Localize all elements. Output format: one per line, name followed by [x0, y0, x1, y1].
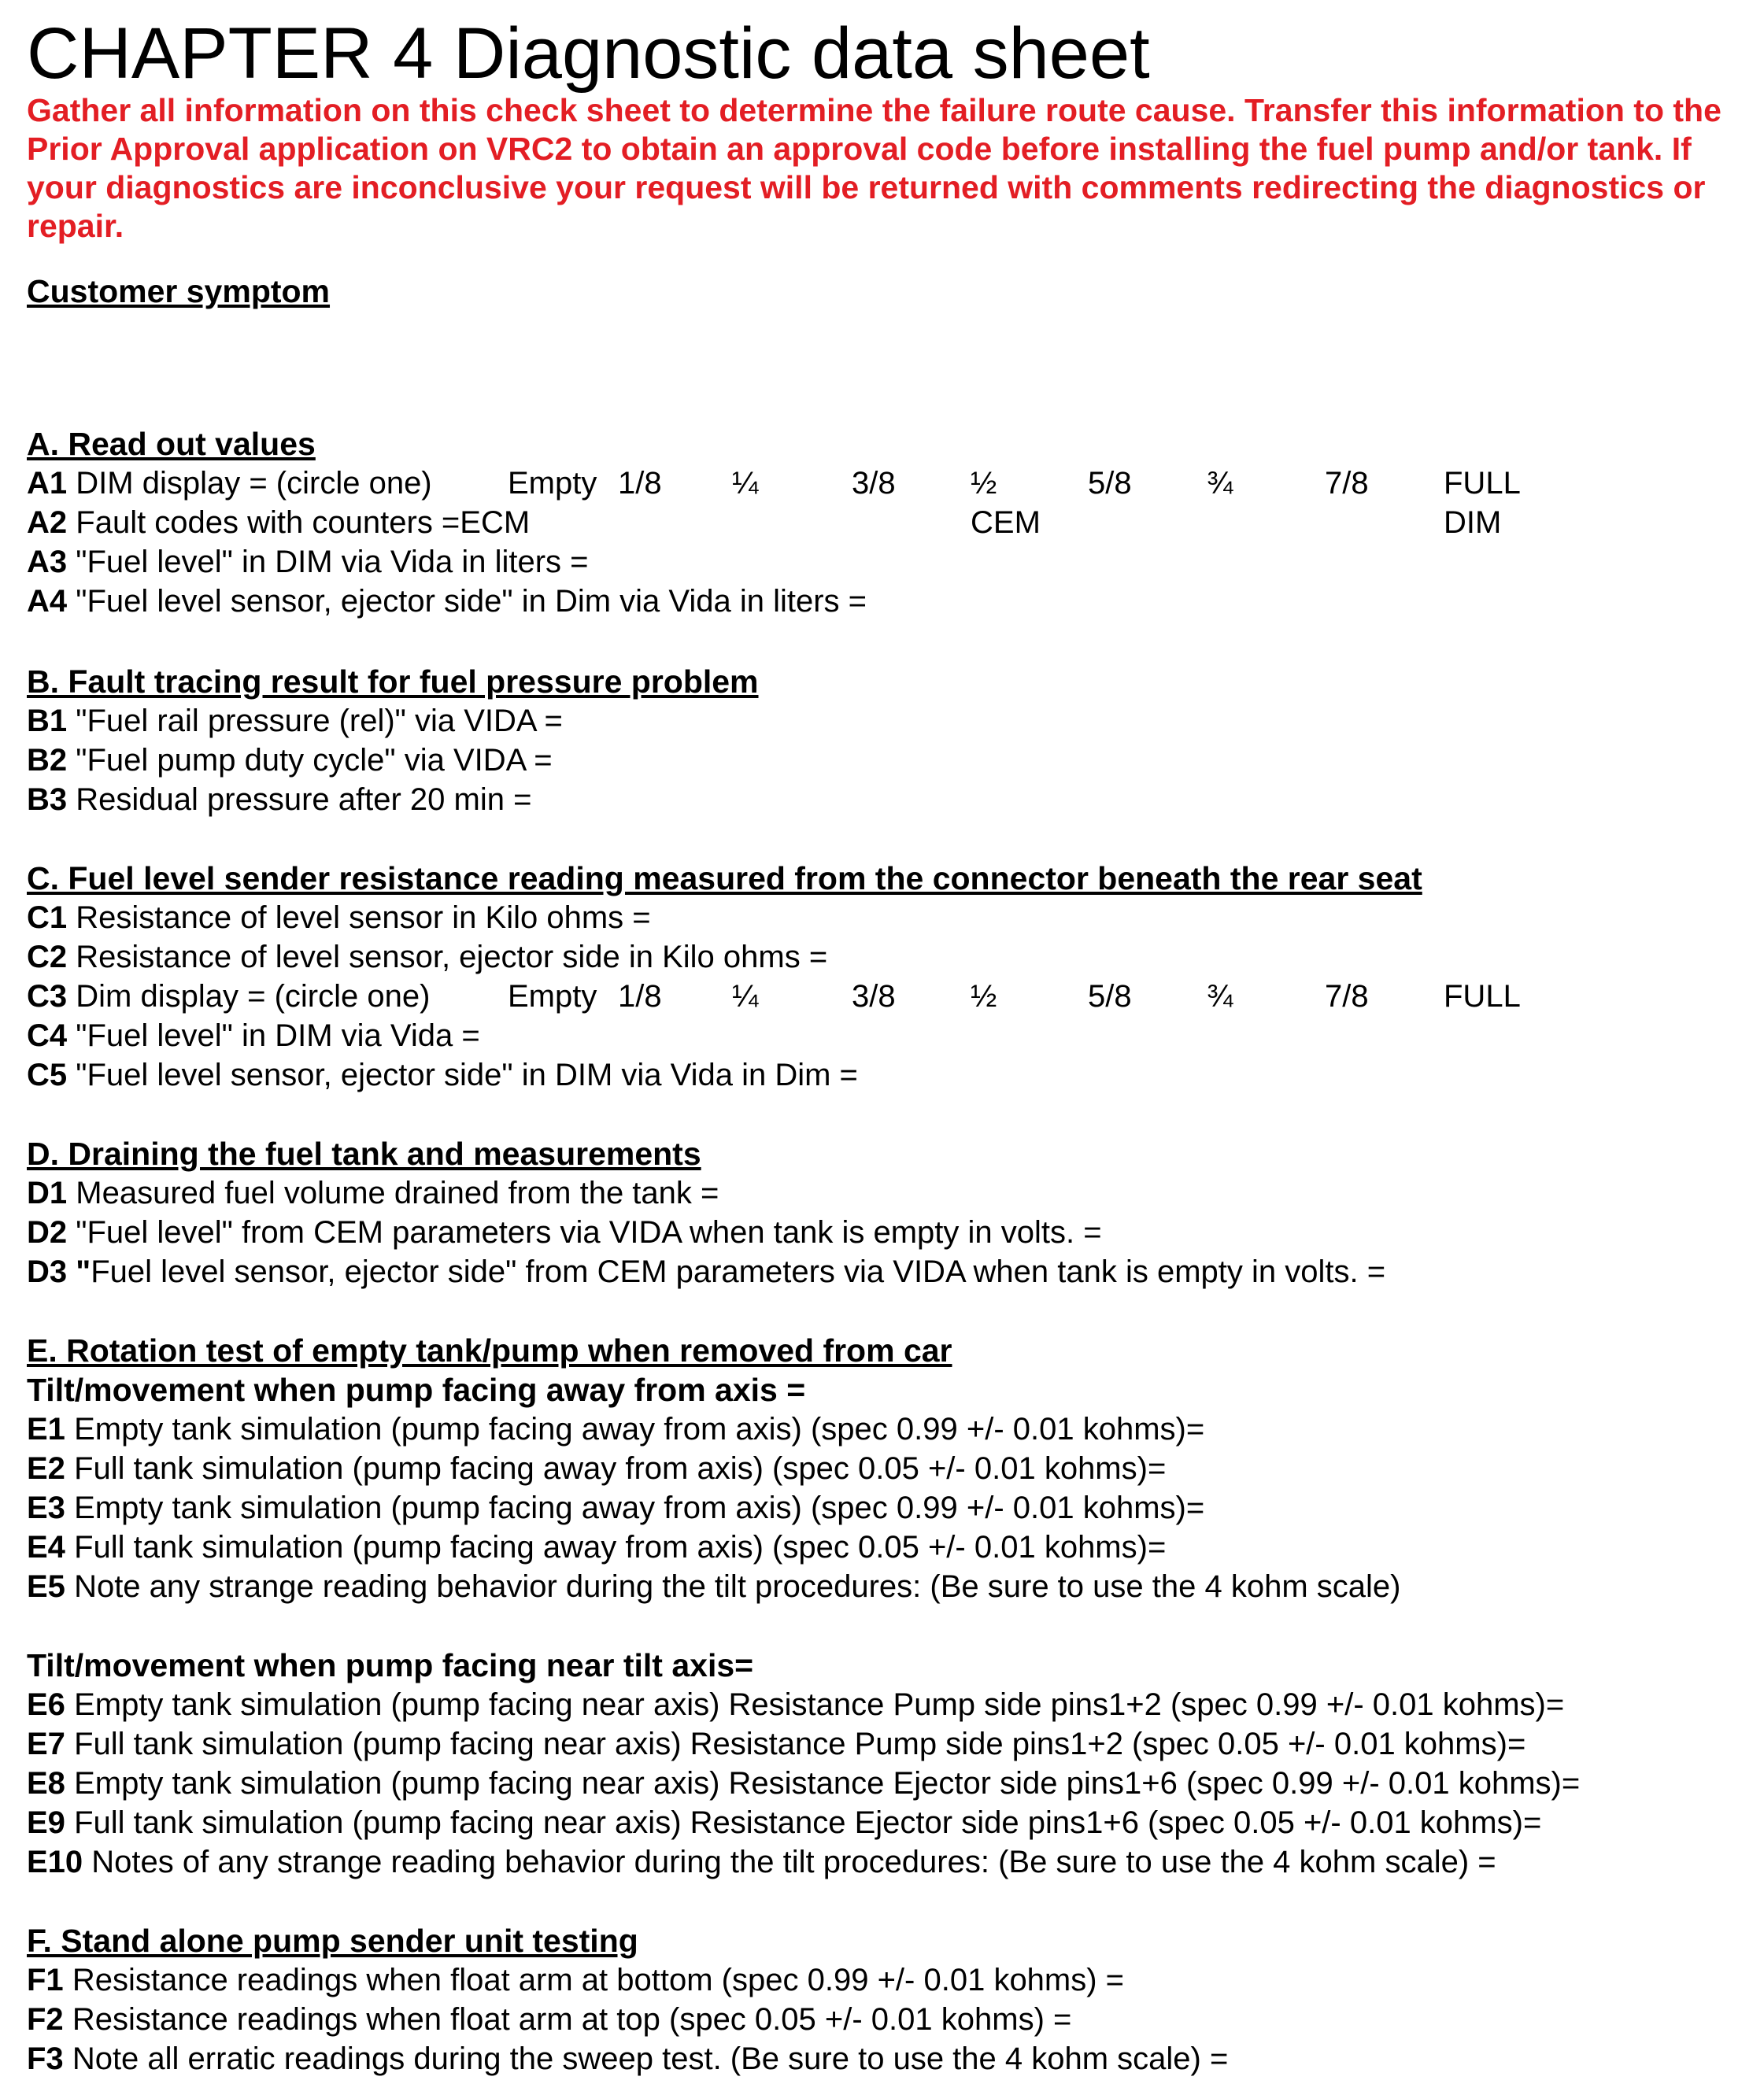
- section-c-heading: C. Fuel level sender resistance reading measured from the connector beneath the rear seat: [27, 860, 1422, 896]
- row-e3: [27, 1489, 1204, 1528]
- row-id: D3: [27, 1254, 68, 1289]
- c3-option-1-4[interactable]: ¼: [732, 979, 759, 1014]
- row-id: B2: [27, 743, 68, 778]
- c3-option-1-2[interactable]: ½: [971, 979, 997, 1014]
- row-quote: ": [76, 1254, 91, 1289]
- row-text: "Fuel level" in DIM via Vida =: [76, 1018, 480, 1053]
- row-text: Empty tank simulation (pump facing away from axis) (spec 0.99 +/- 0.01 kohms)=: [74, 1491, 1205, 1525]
- row-id: E7: [27, 1727, 65, 1761]
- row-id: D2: [27, 1215, 68, 1250]
- row-text: Empty tank simulation (pump facing near axis) Resistance Ejector side pins1+6 (spec 0.99 +/- 0.01 kohms)=: [74, 1766, 1581, 1801]
- section-b-heading: B. Fault tracing result for fuel pressure problem: [27, 663, 759, 700]
- c3-option-empty[interactable]: Empty: [508, 979, 597, 1014]
- row-text: Residual pressure after 20 min =: [76, 782, 532, 817]
- row-d3: [27, 1253, 1385, 1291]
- row-text: Full tank simulation (pump facing near axis) Resistance Ejector side pins1+6 (spec 0.05 +/- 0.01 kohms)=: [74, 1805, 1542, 1840]
- row-id: D1: [27, 1176, 68, 1210]
- section-a-heading: A. Read out values: [27, 426, 316, 462]
- row-id: A3: [27, 545, 68, 579]
- row-text: Fault codes with counters =ECM: [76, 505, 531, 540]
- row-c3: [27, 977, 430, 1016]
- section-e-heading: E. Rotation test of empty tank/pump when removed from car: [27, 1332, 952, 1369]
- row-e1: [27, 1410, 1204, 1449]
- page-title: CHAPTER 4 Diagnostic data sheet: [27, 13, 1150, 94]
- row-f3: [27, 2040, 1228, 2078]
- row-text: Full tank simulation (pump facing near axis) Resistance Pump side pins1+2 (spec 0.05 +/- 0.01 kohms)=: [74, 1727, 1526, 1761]
- row-id: F3: [27, 2042, 64, 2076]
- a1-option-full[interactable]: FULL: [1444, 466, 1521, 501]
- row-c2: [27, 938, 827, 977]
- row-e10: [27, 1843, 1496, 1882]
- row-e5: [27, 1568, 1400, 1606]
- section-f-heading: F. Stand alone pump sender unit testing: [27, 1923, 638, 1959]
- row-a4: [27, 582, 867, 621]
- row-text: DIM display = (circle one): [76, 466, 432, 501]
- row-text: Full tank simulation (pump facing away from axis) (spec 0.05 +/- 0.01 kohms)=: [74, 1530, 1167, 1565]
- c3-option-3-8[interactable]: 3/8: [852, 979, 896, 1014]
- row-text: Fuel level sensor, ejector side" from CEM parameters via VIDA when tank is empty in volts. =: [91, 1254, 1386, 1289]
- row-id: A4: [27, 584, 68, 619]
- a1-option-3-4[interactable]: ¾: [1207, 466, 1233, 501]
- row-b2: [27, 741, 553, 780]
- row-id: B1: [27, 704, 68, 738]
- c3-option-1-8[interactable]: 1/8: [618, 979, 662, 1014]
- row-text: Dim display = (circle one): [76, 979, 431, 1014]
- row-text: "Fuel level sensor, ejector side" in Dim via Vida in liters =: [76, 584, 867, 619]
- intro-instructions: Gather all information on this check sheet to determine the failure route cause. Transfer this information to the Prior Approval application on VRC2 to obtain an approval code before installing the fuel pump and/or tank. If your diagnostics are inconclusive your request will be returned with comments redirecting the diagnostics or repair.: [27, 92, 1721, 244]
- row-text: "Fuel level sensor, ejector side" in DIM via Vida in Dim =: [76, 1058, 858, 1092]
- row-b1: [27, 702, 563, 741]
- row-text: Note any strange reading behavior during the tilt procedures: (Be sure to use the 4 kohm scale): [74, 1569, 1401, 1604]
- row-id: E9: [27, 1805, 65, 1840]
- row-id: A1: [27, 466, 68, 501]
- row-d2: [27, 1214, 1102, 1252]
- row-id: E10: [27, 1845, 83, 1879]
- row-id: F1: [27, 1963, 64, 1997]
- a1-option-3-8[interactable]: 3/8: [852, 466, 896, 501]
- row-id: C3: [27, 979, 68, 1014]
- row-text: Measured fuel volume drained from the tank =: [76, 1176, 719, 1210]
- row-text: Notes of any strange reading behavior during the tilt procedures: (Be sure to use the 4 kohm scale) =: [91, 1845, 1496, 1879]
- row-text: "Fuel rail pressure (rel)" via VIDA =: [76, 704, 563, 738]
- row-id: E8: [27, 1766, 65, 1801]
- row-b3: [27, 781, 531, 819]
- row-text: Resistance of level sensor, ejector side in Kilo ohms =: [76, 940, 828, 974]
- row-text: Resistance of level sensor in Kilo ohms =: [76, 900, 651, 935]
- row-text: Empty tank simulation (pump facing away from axis) (spec 0.99 +/- 0.01 kohms)=: [74, 1412, 1205, 1447]
- a1-option-1-8[interactable]: 1/8: [618, 466, 662, 501]
- row-c1: [27, 899, 651, 937]
- row-id: A2: [27, 505, 68, 540]
- row-e9: [27, 1804, 1541, 1842]
- row-a2: [27, 504, 530, 542]
- row-text: "Fuel level" in DIM via Vida in liters =: [76, 545, 589, 579]
- row-id: E6: [27, 1687, 65, 1722]
- c3-option-3-4[interactable]: ¾: [1207, 979, 1233, 1014]
- row-c5: [27, 1056, 858, 1095]
- c3-option-7-8[interactable]: 7/8: [1325, 979, 1369, 1014]
- row-text: Empty tank simulation (pump facing near axis) Resistance Pump side pins1+2 (spec 0.99 +/- 0.01 kohms)=: [74, 1687, 1565, 1722]
- a1-option-1-4[interactable]: ¼: [732, 466, 759, 501]
- c3-option-full[interactable]: FULL: [1444, 979, 1521, 1014]
- row-id: C2: [27, 940, 68, 974]
- customer-symptom-heading: Customer symptom: [27, 273, 331, 309]
- row-a3: [27, 543, 589, 582]
- row-id: E2: [27, 1451, 65, 1486]
- row-id: C5: [27, 1058, 68, 1092]
- row-id: C1: [27, 900, 68, 935]
- a1-option-5-8[interactable]: 5/8: [1088, 466, 1132, 501]
- a1-option-empty[interactable]: Empty: [508, 466, 597, 501]
- row-id: B3: [27, 782, 68, 817]
- row-d1: [27, 1174, 719, 1213]
- row-e4: [27, 1528, 1166, 1567]
- row-e7: [27, 1725, 1525, 1764]
- row-text: Resistance readings when float arm at bottom (spec 0.99 +/- 0.01 kohms) =: [72, 1963, 1125, 1997]
- a1-option-7-8[interactable]: 7/8: [1325, 466, 1369, 501]
- row-c4: [27, 1017, 480, 1055]
- row-id: F2: [27, 2002, 64, 2037]
- row-f1: [27, 1961, 1124, 2000]
- row-text: "Fuel pump duty cycle" via VIDA =: [76, 743, 553, 778]
- row-text: "Fuel level" from CEM parameters via VIDA when tank is empty in volts. =: [76, 1215, 1102, 1250]
- row-text: Resistance readings when float arm at top (spec 0.05 +/- 0.01 kohms) =: [72, 2002, 1072, 2037]
- row-e2: [27, 1450, 1166, 1488]
- section-d-heading: D. Draining the fuel tank and measurements: [27, 1136, 701, 1172]
- tilt-near-subheading: Tilt/movement when pump facing near tilt axis=: [27, 1647, 754, 1683]
- row-id: E1: [27, 1412, 65, 1447]
- row-id: E4: [27, 1530, 65, 1565]
- row-e6: [27, 1686, 1564, 1724]
- row-text: Full tank simulation (pump facing away from axis) (spec 0.05 +/- 0.01 kohms)=: [74, 1451, 1167, 1486]
- a2-cem-label: CEM: [971, 505, 1041, 540]
- a1-option-1-2[interactable]: ½: [971, 466, 997, 501]
- row-id: C4: [27, 1018, 68, 1053]
- c3-option-5-8[interactable]: 5/8: [1088, 979, 1132, 1014]
- row-id: E3: [27, 1491, 65, 1525]
- row-id: E5: [27, 1569, 65, 1604]
- row-e8: [27, 1764, 1580, 1803]
- a2-dim-label: DIM: [1444, 505, 1502, 540]
- row-text: Note all erratic readings during the sweep test. (Be sure to use the 4 kohm scale) =: [72, 2042, 1229, 2076]
- tilt-away-subheading: Tilt/movement when pump facing away from axis =: [27, 1372, 806, 1408]
- row-a1: [27, 464, 432, 503]
- row-f2: [27, 2001, 1071, 2039]
